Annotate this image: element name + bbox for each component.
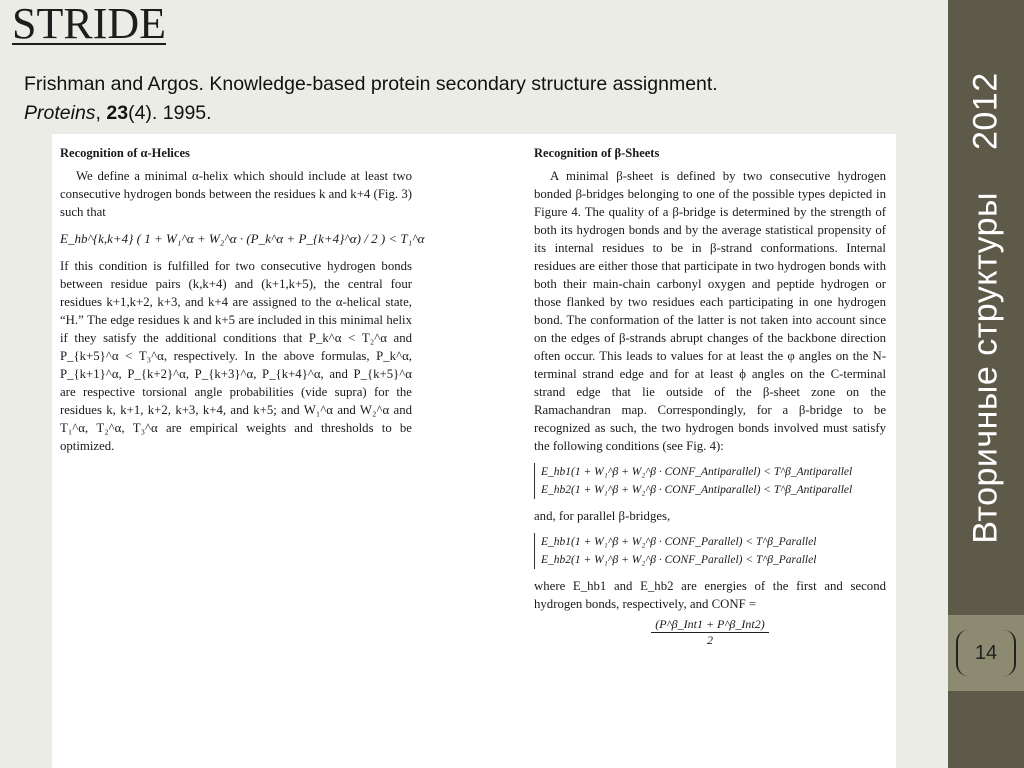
sheets-heading: Recognition of β-Sheets [534, 146, 660, 160]
scan-column-left [60, 144, 425, 455]
helices-heading: Recognition of α-Helices [60, 146, 190, 160]
helices-paragraph-2: If this condition is fulfilled for two consecutive hydrogen bonds between residue pairs (k,k+4) and (k+1,k+5), the central four residues k+1,k+2, k+3, and k+4 are assigned to the α-helical state, “H.” The edge residues k and k+5 are included in this minimal helix if they satisfy the additional conditions that P_k^α < T₂^α and P_{k+5}^α < T₃^α, respectively. In the above formulas, P_k^α, P_{k+1}^α, P_{k+2}^α, P_{k+3}^α, P_{k+4}^α, and P_{k+5}^α are respective torsional angle probabilities (vide supra) for the residues k, k+1, k+2, k+3, k+4, and k+5; and W₁^α and W₂^α and T₁^α, T₂^α, T₃^α are empirical weights and thresholds to be optimized. [60, 259, 412, 453]
helices-paragraph-1: We define a minimal α-helix which should include at least two consecutive hydrogen bonds between the residues k and k+4 (Fig. 3) such that [60, 169, 412, 219]
paper-scan [52, 134, 896, 768]
sidebar-title [967, 72, 1006, 543]
antiparallel-condition-2: E_hb2(1 + W₁^β + W₂^β · CONF_Antiparallel) < T^β_Antiparallel [534, 481, 886, 499]
sheets-paragraph-3: where E_hb1 and E_hb2 are energies of the first and second hydrogen bonds, respectively, and CONF = [534, 579, 886, 611]
sheets-paragraph-2: and, for parallel β-bridges, [534, 509, 671, 523]
citation-journal: Proteins [24, 102, 96, 124]
citation-article: Knowledge-based protein secondary structure assignment. [209, 73, 718, 95]
citation-authors: Frishman and Argos. [24, 73, 204, 95]
page-number: 14 [974, 641, 998, 664]
citation: Frishman and Argos. Knowledge-based protein secondary structure assignment. Proteins, 23(4). 1995. [24, 73, 718, 124]
citation-year: 1995. [162, 102, 212, 124]
conf-denominator: 2 [707, 633, 713, 647]
parallel-condition-2: E_hb2(1 + W₁^β + W₂^β · CONF_Parallel) < T^β_Parallel [534, 551, 886, 569]
citation-issue: (4). [128, 102, 158, 124]
helix-formula: E_hb^{k,k+4} ( 1 + W₁^α + W₂^α · (P_k^α + P_{k+4}^α) / 2 ) < T₁^α [60, 231, 425, 246]
sidebar-year: 2012 [966, 72, 1005, 151]
citation-volume: 23 [106, 102, 129, 124]
page-number-badge [956, 630, 1016, 676]
parallel-condition-1: E_hb1(1 + W₁^β + W₂^β · CONF_Parallel) < T^β_Parallel [534, 533, 886, 551]
conf-fraction [534, 617, 886, 648]
parallel-conditions [534, 533, 886, 569]
slide-title: STRIDE [12, 0, 166, 48]
sheets-paragraph-1: A minimal β-sheet is defined by two consecutive hydrogen bonded β-bridges belonging to one of the possible types depicted in Figure 4. The quality of a β-bridge is determined by the strength of both its hydrogen bonds and by the average statistical propensity of its internal residues to be in β-strand conformations. Internal residues are either those that participate in two hydrogen bonds with both their main-chain carbonyl oxygen and peptide hydrogen or those flanked by two residues each participating in one hydrogen bond. The conformation of the latter is not taken into account since on the edges of β-strands abrupt changes of the backbone direction often occur. This leads to values for at least the φ angles on the N-terminal strand edge and for at least ϕ angles on the C-terminal strand edge that lie outside of the β-sheet zone on the Ramachandran map. Correspondingly, for a β-bridge to be recognized as such, the two hydrogen bonds involved must satisfy the following conditions (see Fig. 4): [534, 169, 886, 453]
antiparallel-conditions [534, 463, 886, 499]
sidebar-topic: Вторичные структуры [966, 192, 1005, 544]
antiparallel-condition-1: E_hb1(1 + W₁^β + W₂^β · CONF_Antiparallel) < T^β_Antiparallel [534, 463, 886, 481]
scan-column-right [534, 144, 886, 648]
conf-numerator: (P^β_Int1 + P^β_Int2) [651, 617, 769, 633]
